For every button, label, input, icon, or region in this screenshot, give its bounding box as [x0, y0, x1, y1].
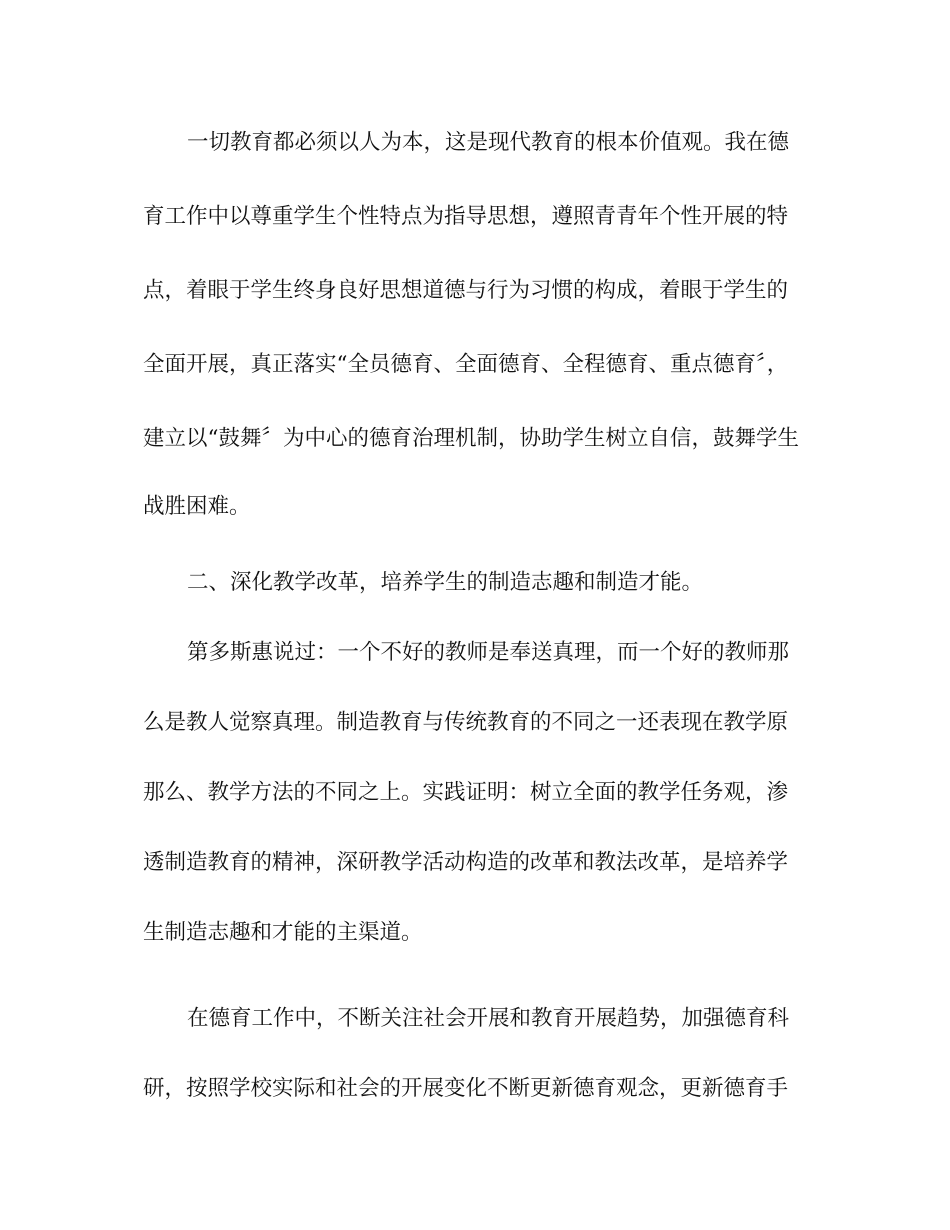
text-line: 那么、教学方法的不同之上。实践证明：树立全面的教学任务观，渗 — [143, 780, 789, 805]
text-line: 第多斯惠说过：一个不好的教师是奉送真理，而一个好的教师那 — [187, 640, 790, 665]
text-line: 育工作中以尊重学生个性特点为指导思想，遵照青青年个性开展的特 — [143, 204, 789, 229]
text-line: 生制造志趣和才能的主渠道。 — [143, 920, 423, 945]
text-line: 么是教人觉察真理。制造教育与传统教育的不同之一还表现在教学原 — [143, 710, 789, 735]
text-line: 全面开展，真正落实“全员德育、全面德育、全程德育、重点德育〞， — [143, 352, 789, 377]
text-line: 在德育工作中，不断关注社会开展和教育开展趋势，加强德育科 — [187, 1006, 790, 1031]
text-line: 透制造教育的精神，深研教学活动构造的改革和教法改革，是培养学 — [143, 850, 789, 875]
text-line: 一切教育都必须以人为本，这是现代教育的根本价值观。我在德 — [187, 130, 790, 155]
text-line: 研，按照学校实际和社会的开展变化不断更新德育观念，更新德育手 — [143, 1076, 789, 1101]
section-heading: 二、深化教学改革，培养学生的制造志趣和制造才能。 — [187, 570, 704, 595]
text-line: 建立以“鼓舞〞为中心的德育治理机制，协助学生树立自信，鼓舞学生 — [143, 426, 799, 451]
text-line: 点，着眼于学生终身良好思想道德与行为习惯的构成，着眼于学生的 — [143, 278, 789, 303]
text-line: 战胜困难。 — [143, 494, 251, 519]
